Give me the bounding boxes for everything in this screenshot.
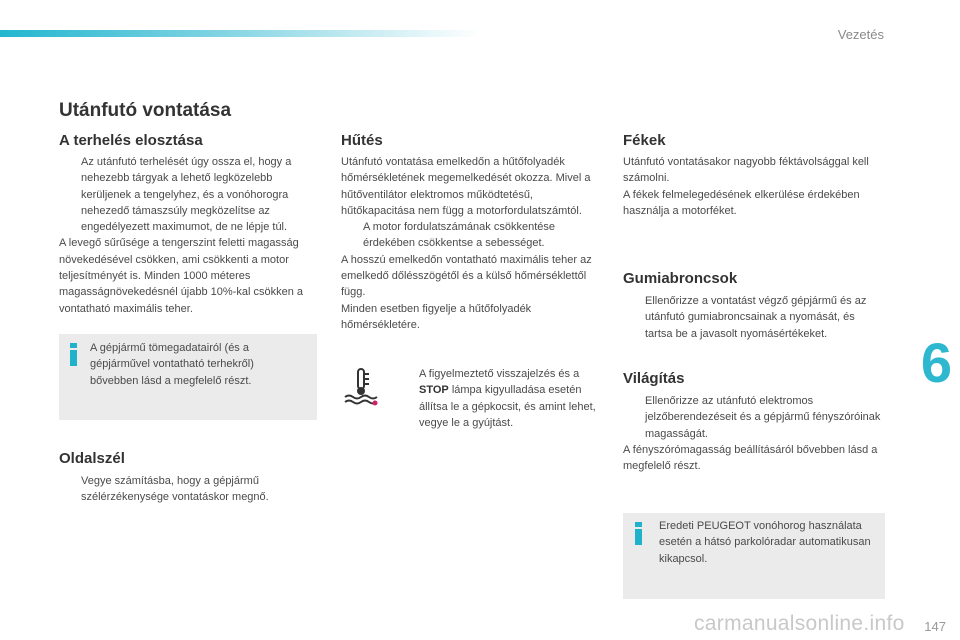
page-number: 147 bbox=[924, 619, 946, 634]
tyres-bullet: Ellenőrizze a vontatást végző gépjármű és az utánfutó gumiabroncsainak a nyomását, és tartsa be a javasolt nyomásértékeket. bbox=[645, 295, 867, 340]
lights-text bbox=[623, 393, 885, 474]
section-title-lights: Világítás bbox=[623, 370, 685, 387]
info-text-lights: Eredeti PEUGEOT vonóhorog használata esetén a hátsó parkolóradar automatikusan kikapcsol. bbox=[659, 520, 871, 565]
section-title-side-wind: Oldalszél bbox=[59, 450, 125, 467]
tyres-text bbox=[623, 293, 885, 342]
lights-bullet: Ellenőrizze az utánfutó elektromos jelzőberendezéseit és a gépjármű fényszóróinak magasságát. bbox=[645, 395, 881, 440]
section-title-tyres: Gumiabroncsok bbox=[623, 270, 738, 287]
cooling-p3: Minden esetben figyelje a hűtőfolyadék hőmérsékletére. bbox=[341, 302, 532, 331]
cooling-bullet: A motor fordulatszámának csökkentése érdekében csökkentse a sebességet. bbox=[363, 221, 555, 250]
cooling-p2: A hosszú emelkedőn vontatható maximális teher az emelkedő dőlésszögétől és a külső hőmérséklettől függ. bbox=[341, 253, 592, 299]
cooling-p1: Utánfutó vontatása emelkedőn a hűtőfolyadék hőmérsékletének megemelkedését okozza. Mivel a hűtőventilátor elektromos működtetésű, hűtőkapacitása nem függ a motorfordulatszámtól. bbox=[341, 156, 591, 217]
cooling-text bbox=[341, 154, 599, 333]
info-box-load bbox=[59, 334, 317, 420]
brakes-text bbox=[623, 154, 885, 219]
header-color-bar bbox=[0, 30, 480, 37]
load-text bbox=[59, 154, 317, 317]
load-body: A levegő sűrűsége a tengerszint feletti magasság növekedésével csökken, ami csökkenti a motor teljesítményét is. Minden 1000 méteres magasságnövekedésnél újabb 10%-kal csökken a vontatható maximális teher. bbox=[59, 237, 303, 315]
chapter-title: Vezetés bbox=[837, 27, 884, 42]
info-text-load: A gépjármű tömegadatairól (és a gépjárművel vontatható terhekről) bővebben lásd a megfelelő részt. bbox=[90, 342, 254, 387]
lights-body: A fényszórómagasság beállításáról bővebben lásd a megfelelő részt. bbox=[623, 443, 878, 473]
section-title-load: A terhelés elosztása bbox=[59, 132, 203, 149]
section-title-cooling: Hűtés bbox=[341, 132, 383, 149]
chapter-number: 6 bbox=[920, 331, 952, 394]
watermark: carmanualsonline.info bbox=[694, 612, 905, 635]
section-title-brakes: Fékek bbox=[623, 132, 666, 149]
coolant-temperature-icon bbox=[342, 366, 380, 406]
side-wind-bullet: Vegye számításba, hogy a gépjármű szélérzékenysége vontatáskor megnő. bbox=[81, 475, 269, 504]
cooling-warning: A figyelmeztető visszajelzés és a STOP lámpa kigyulladása esetén állítsa le a gépkocsit, és amint lehet, vegye le a gyújtást. bbox=[419, 368, 596, 429]
load-bullet: Az utánfutó terhelését úgy ossza el, hogy a nehezebb tárgyak a lehető legközelebb kerüljenek a tengelyhez, és a vonóhorogra nehezedő támaszsúly megközelítse az engedélyezett maximumot, de ne lépje túl. bbox=[81, 156, 292, 234]
brakes-p2: A fékek felmelegedésének elkerülése érdekében használja a motorféket. bbox=[623, 188, 860, 217]
stop-label: STOP bbox=[419, 384, 449, 397]
side-wind-text bbox=[59, 473, 317, 506]
info-box-lights bbox=[623, 513, 885, 599]
page-title: Utánfutó vontatása bbox=[59, 100, 232, 121]
brakes-p1: Utánfutó vontatásakor nagyobb féktávolsággal kell számolni. bbox=[623, 156, 869, 185]
